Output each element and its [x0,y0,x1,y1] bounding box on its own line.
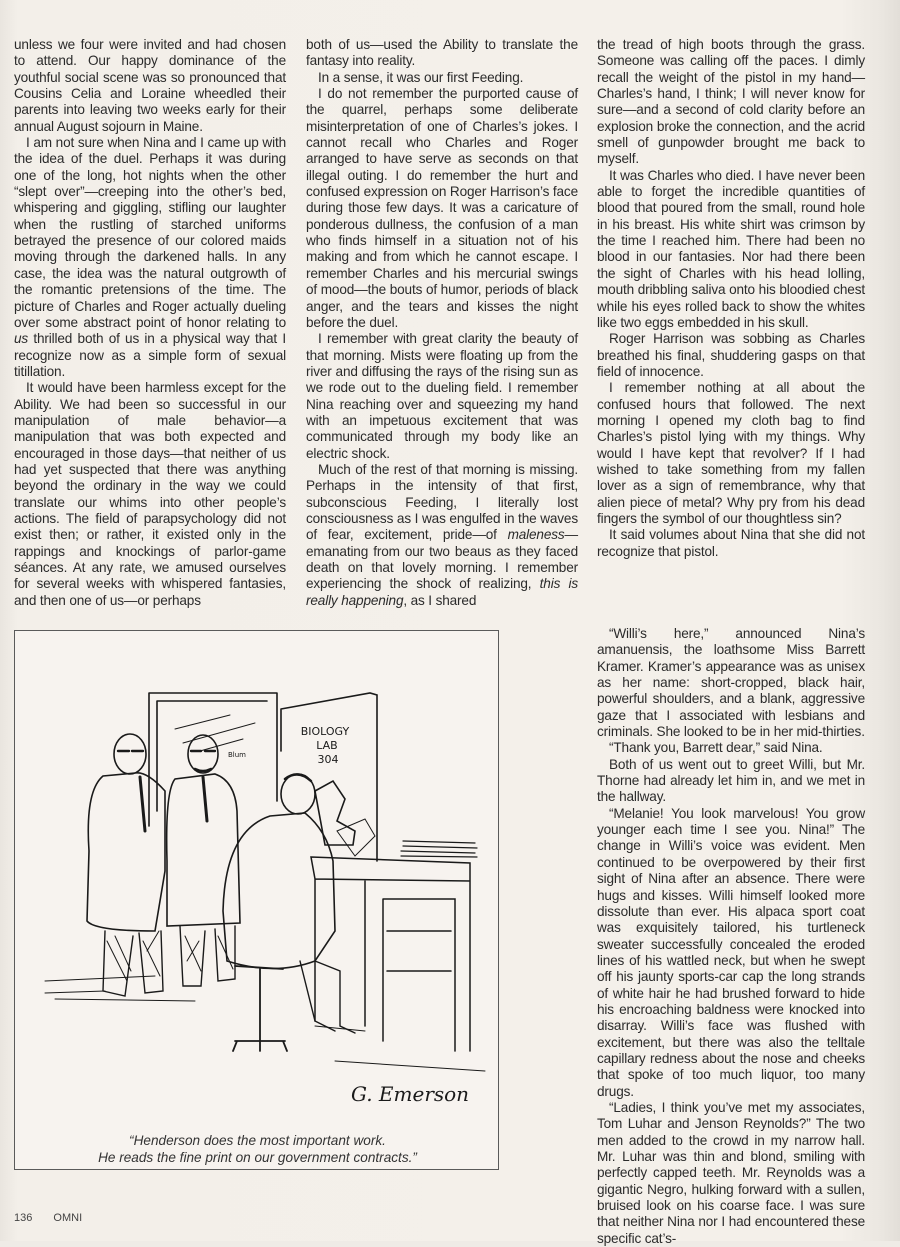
text-column-1 [14,37,286,609]
paragraph: In a sense, it was our first Feeding. [318,69,524,85]
floor-line [45,976,195,1001]
paragraph: “Melanie! You look marvelous! You grow younger each time I see you. Nina!” The change in Willi’s voice was evident. Men continued to be overpowered by their first sight of Nina after an absence. There were hugs and kisses. Willi himself looked more dissolute than ever. His alpaca sport coat was exquisitely tailored, his turtleneck sweater successfully concealed the eroded lines of his wattled neck, but when he swept off his jaunty sports-car cap the long strands of white hair he had brushed forward to hide his encroaching baldness were knocked into disarray. Willi’s face was flushed with excitement, but there was also the telltale capillary redness about the nose and cheeks that spoke of too much liquor, too many drugs. [597,805,865,1099]
paragraph: “Willi’s here,” announced Nina’s amanuensis, the loathsome Miss Barrett Kramer. Kramer’s appearance was as unisex as her name: short-cropped, black hair, powerful shoulders, and a blank, aggressive gaze that I associated with lesbians and criminals. She looked to be in her mid-thirties. [597,626,865,740]
sign-text: LAB [316,739,338,752]
paragraph: Both of us went out to greet Willi, but Mr. Thorne had already let him in, and we met in the hallway. [597,756,865,805]
italic-text: this is really happening [306,576,578,608]
paragraph: Roger Harrison was sobbing as Charles breathed his final, shuddering gasps on that field of innocence. [597,331,865,379]
paragraph: I remember with great clarity the beauty of that morning. Mists were floating up from the river and diffusing the rays of the rising sun as we rode out to the dueling field. I remember Nina reaching over and squeezing my hand with an impetuous excitement that was communicated through my body like an electric shock. [306,331,578,461]
paragraph: “Thank you, Barrett dear,” said Nina. [609,740,823,756]
magazine-name: OMNI [53,1212,83,1224]
paragraph: both of us—used the Ability to translate the fantasy into reality. [306,37,578,69]
paragraph-text: thrilled both of us in a physical way that I recognize now as a simple form of sexual titillation. [14,331,286,379]
paragraph: It was Charles who died. I have never been able to forget the incredible quantities of blood that poured from the small, round hole in his breast. His white shirt was crimson by the time I reached him. There had been no blood in our fantasies. Nor had there been the sight of Charles with his head lolling, mouth dribbling saliva onto his bloodied chest while his eyes rolled back to show the whites like two eggs embedded in his skull. [597,167,865,330]
paragraph-text: Much of the rest of that morning is missing. Perhaps in the intensity of that first, subconscious Feeding, I literally lost consciousness as I was engulfed in the waves of fear, excitement, pride—of [306,461,578,543]
cartoon-frame [14,630,499,1170]
italic-text: maleness [507,527,565,543]
paragraph: unless we four were invited and had chosen to attend. Our happy dominance of the youthful social scene was so pronounced that Cousins Celia and Loraine wheedled their parents into leaving two weeks early for their annual August sojourn in Maine. [14,37,286,134]
paragraph-text: I am not sure when Nina and I came up with the idea of the duel. Perhaps it was during one of the long, hot nights when the other “slept over”—creeping into the other’s bed, whispering and giggling, stifling our laughter when the rustling of starched uniforms betrayed the presence of our colored maids moving through the darkened halls. In any case, the idea was the natural outgrowth of the romantic pretensions of the time. The picture of Charles and Roger actually dueling over some abstract point of honor relating to [14,135,286,330]
sign-text: BIOLOGY [300,725,350,738]
text-column-2 [306,37,578,609]
paragraph [14,135,286,380]
sign-text: 304 [317,753,339,766]
desk [311,857,470,1051]
paragraph: the tread of high boots through the grass. Someone was calling off the paces. I dimly recall the weight of the pistol in my hand—Charles’s hand, I think; I will never know for sure—and a second of cold clarity before an explosion broke the connection, and the acrid smell of gunpowder brought me back to myself. [597,37,865,167]
paragraph [306,462,578,609]
caption-line: “Henderson does the most important work. [129,1133,386,1148]
page-number: 136 [14,1212,33,1224]
paragraph: “Ladies, I think you’ve met my associates, Tom Luhar and Jenson Reynolds?” The two men added to the crowd in my narrow hall. Mr. Luhar was thin and blond, smiling with perfectly capped teeth. Mr. Reynolds was a gigantic Negro, hulking forward with a sullen, bruised look on his coarse face. I was sure that neither Nina nor I had encountered these specific cat’s- [597,1099,865,1246]
cartoon-illustration [15,631,498,1131]
italic-text: us [14,331,29,347]
caption-line: He reads the fine print on our government contracts.” [98,1149,417,1165]
paragraph: I do not remember the purported cause of the quarrel, perhaps some deliberate misinterpretation of one of Charles’s jokes. I cannot recall who Charles and Roger arranged to have serve as seconds on that illegal outing. I do remember the hurt and confused expression on Roger Harrison’s face during those few days. It was a caricature of ponderous dullness, the confusion of a man who finds himself in a situation not of his making and from which he cannot escape. I remember Charles and his mercurial swings of mood—the bouts of humor, periods of black anger, and the tears and kisses the night before the duel. [306,86,578,330]
cartoon-caption [15,1133,500,1166]
paragraph: It would have been harmless except for the Ability. We had been so successful in our manipulation of male behavior—a manipulation that was both expected and encouraged in those days—that neither of us had yet suspected that there was anything beyond the ordinary in the way we could translate our whims into other people’s actions. The field of parapsychology did not exist then; or rather, it existed only in the rappings and knockings of parlor-game séances. At any rate, we amused ourselves for several weeks with whispered fantasies, and then one of us—or perhaps [14,380,286,608]
stool [233,966,287,1051]
paragraph: I remember nothing at all about the confused hours that followed. The next morning I opened my cloth bag to find Charles’s pistol lying with my things. Why would I have kept that revolver? If I had wished to take something from my fallen lover as a sign of remembrance, why that alien piece of metal? Why pry from his dead fingers the symbol of our thoughtless sin? [597,380,865,526]
person-head [114,734,146,774]
door-nameplate: Blum [227,751,247,759]
paper-stack [401,841,477,857]
microscope [315,781,355,845]
person-head [188,735,218,773]
text-column-3-top [597,37,865,560]
text-column-3-bottom [597,626,865,1247]
paragraph-text: , as I shared [403,592,477,608]
sign-board [281,693,377,861]
page-footer [14,1212,100,1224]
door-glass-hatch [175,715,255,751]
paragraph: It said volumes about Nina that she did not recognize that pistol. [597,527,865,559]
artist-signature: G. Emerson [350,1082,470,1106]
lab-coat [87,773,165,931]
paragraph-text: —emanating from our two beaus as they faced death on that lovely morning. I remember experiencing the shock of realizing, [306,527,578,592]
